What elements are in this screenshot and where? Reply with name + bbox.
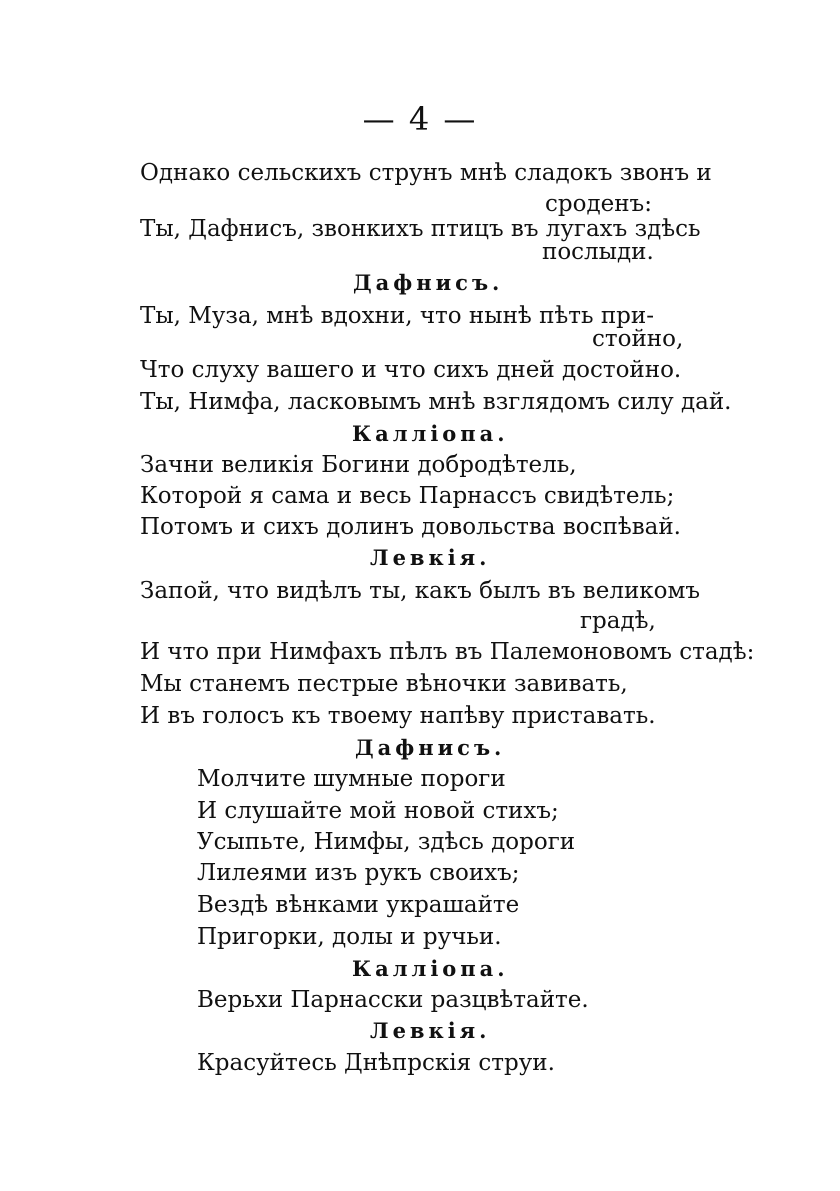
verse-line: Вездѣ вѣнками украшайте xyxy=(197,892,520,918)
speaker-name: Дафнисъ. xyxy=(355,735,506,760)
verse-line: Пригорки, долы и ручьи. xyxy=(197,924,502,950)
verse-line: И въ голосъ къ твоему напѣву приставать. xyxy=(140,703,656,729)
verse-line: Молчите шумные пороги xyxy=(197,766,506,792)
verse-line: Зачни великiя Богини добродѣтель, xyxy=(140,452,577,478)
verse-line: Ты, Нимфа, ласковымъ мнѣ взглядомъ силу дай. xyxy=(140,389,732,415)
verse-line: градѣ, xyxy=(580,608,656,634)
page-number: — 4 — xyxy=(362,100,478,138)
speaker-name: Каллiопа. xyxy=(352,421,509,446)
speaker-name: Дафнисъ. xyxy=(353,270,504,295)
verse-line: Однако сельскихъ струнъ мнѣ сладокъ звонъ и xyxy=(140,160,712,186)
verse-line: И слушайте мой новой стихъ; xyxy=(197,798,559,824)
speaker-name: Левкiя. xyxy=(370,1018,491,1043)
verse-line: Которой я сама и весь Парнассъ свидѣтель; xyxy=(140,483,675,509)
verse-line: Ты, Муза, мнѣ вдохни, что нынѣ пѣть при- xyxy=(140,303,654,329)
verse-line: Ты, Дафнисъ, звонкихъ птицъ въ лугахъ здѣсь xyxy=(140,216,701,242)
verse-line: И что при Нимфахъ пѣлъ въ Палемоновомъ стадѣ: xyxy=(140,639,755,665)
verse-line: Мы станемъ пестрые вѣночки завивать, xyxy=(140,671,628,697)
speaker-name: Левкiя. xyxy=(370,545,491,570)
verse-line: Красуйтесь Днѣпрскiя струи. xyxy=(197,1050,555,1076)
verse-line: Усыпьте, Нимфы, здѣсь дороги xyxy=(197,829,576,855)
speaker-name: Каллiопа. xyxy=(352,956,509,981)
verse-line: Запой, что видѣлъ ты, какъ былъ въ великомъ xyxy=(140,578,701,604)
verse-line: Лилеями изъ рукъ своихъ; xyxy=(197,860,520,886)
verse-line: стойно, xyxy=(592,326,684,352)
verse-line: послыди. xyxy=(542,239,654,265)
verse-line: Что слуху вашего и что сихъ дней достойно. xyxy=(140,357,682,383)
verse-line: Верьхи Парнасски разцвѣтайте. xyxy=(197,987,589,1013)
verse-line: Потомъ и сихъ долинъ довольства воспѣвай. xyxy=(140,514,681,540)
verse-line: сроденъ: xyxy=(545,191,652,217)
